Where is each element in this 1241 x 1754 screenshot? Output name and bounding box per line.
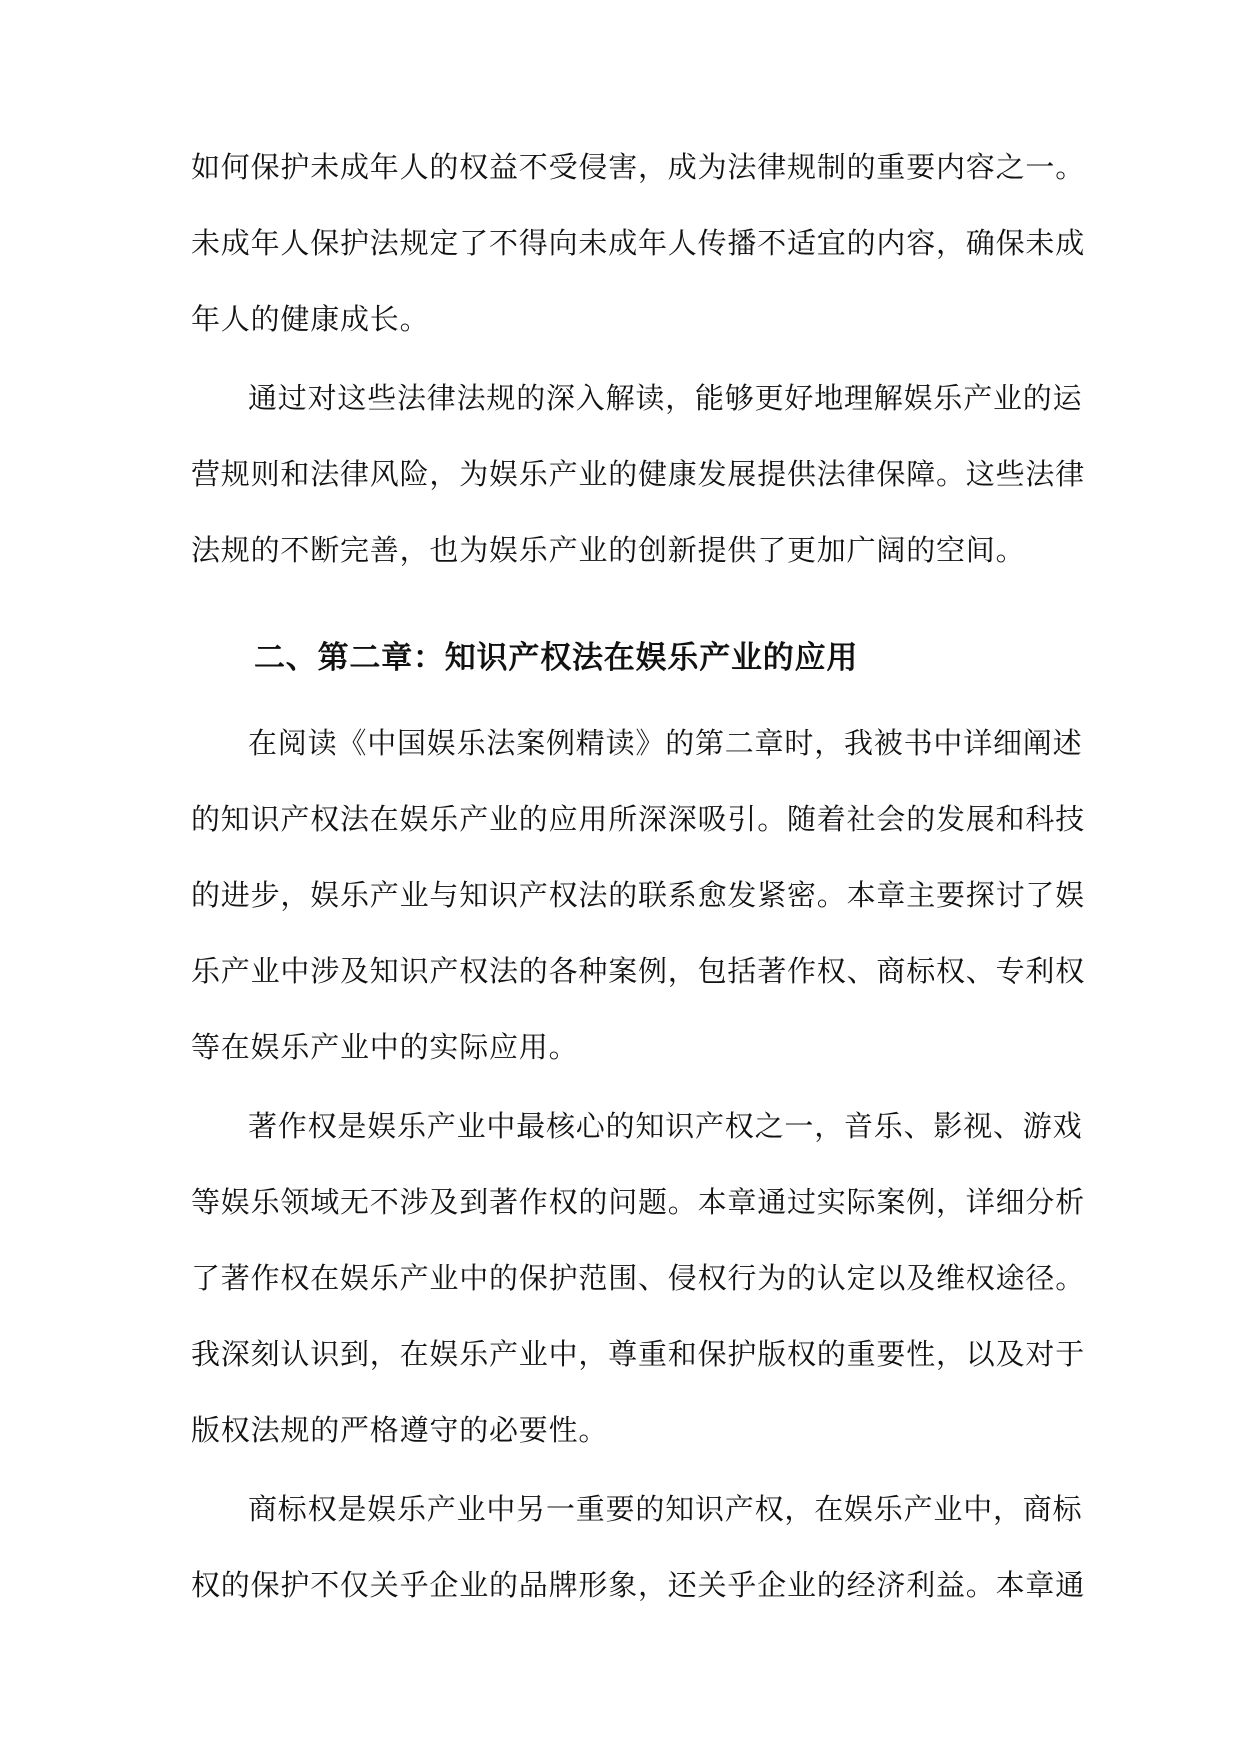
paragraph-line: 未成年人保护法规定了不得向未成年人传播不适宜的内容，确保未成 bbox=[191, 226, 1086, 260]
paragraph-line: 等娱乐领域无不涉及到著作权的问题。本章通过实际案例，详细分析 bbox=[191, 1185, 1086, 1219]
paragraph-line: 著作权是娱乐产业中最核心的知识产权之一，音乐、影视、游戏 bbox=[248, 1109, 1083, 1143]
paragraph-line: 营规则和法律风险，为娱乐产业的健康发展提供法律保障。这些法律 bbox=[191, 457, 1086, 491]
paragraph-line: 如何保护未成年人的权益不受侵害，成为法律规制的重要内容之一。 bbox=[191, 150, 1086, 184]
paragraph-line: 乐产业中涉及知识产权法的各种案例，包括著作权、商标权、专利权 bbox=[191, 954, 1086, 988]
paragraph-line: 版权法规的严格遵守的必要性。 bbox=[191, 1413, 609, 1447]
paragraph-line: 等在娱乐产业中的实际应用。 bbox=[191, 1030, 579, 1064]
paragraph-line: 通过对这些法律法规的深入解读，能够更好地理解娱乐产业的运 bbox=[248, 381, 1083, 415]
paragraph-line: 的知识产权法在娱乐产业的应用所深深吸引。随着社会的发展和科技 bbox=[191, 802, 1086, 836]
paragraph-line: 权的保护不仅关乎企业的品牌形象，还关乎企业的经济利益。本章通 bbox=[191, 1568, 1086, 1602]
paragraph-line: 我深刻认识到，在娱乐产业中，尊重和保护版权的重要性，以及对于 bbox=[191, 1337, 1086, 1371]
paragraph-line: 年人的健康成长。 bbox=[191, 302, 430, 336]
paragraph-line: 在阅读《中国娱乐法案例精读》的第二章时，我被书中详细阐述 bbox=[248, 726, 1083, 760]
section-heading: 二、第二章：知识产权法在娱乐产业的应用 bbox=[254, 640, 859, 676]
paragraph-line: 法规的不断完善，也为娱乐产业的创新提供了更加广阔的空间。 bbox=[191, 533, 1026, 567]
paragraph-line: 了著作权在娱乐产业中的保护范围、侵权行为的认定以及维权途径。 bbox=[191, 1261, 1086, 1295]
paragraph-line: 商标权是娱乐产业中另一重要的知识产权，在娱乐产业中，商标 bbox=[248, 1492, 1083, 1526]
paragraph-line: 的进步，娱乐产业与知识产权法的联系愈发紧密。本章主要探讨了娱 bbox=[191, 878, 1086, 912]
